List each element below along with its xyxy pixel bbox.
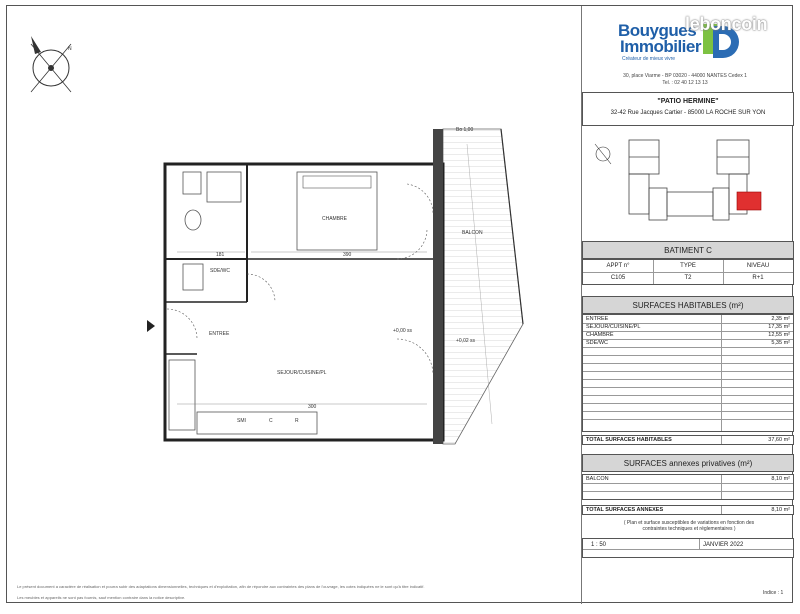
surface-row: ENTREE 2,35 m²	[583, 315, 793, 324]
location-plan	[583, 130, 793, 234]
scale-text: 1 : 50	[591, 542, 607, 548]
annexes-header	[582, 454, 794, 472]
label-sde: SDE/WC	[210, 268, 230, 274]
surface-row: CHAMBRE 12,55 m²	[583, 331, 793, 340]
label-chambre: CHAMBRE	[322, 216, 348, 222]
annex-row: BALCON 8,10 m²	[583, 475, 793, 484]
building-value-appt: C105	[610, 275, 626, 281]
label-entree: ENTREE	[209, 331, 230, 337]
dim-sejour: 300	[308, 404, 317, 410]
surfaces-title: SURFACES HABITABLES (m²)	[632, 301, 744, 310]
building-value-niveau: R+1	[752, 275, 764, 281]
building-header-type: TYPE	[680, 263, 696, 269]
compass-rose-icon	[15, 28, 85, 98]
annexes-total-value: 8,10 m²	[771, 507, 790, 513]
index-text: Indice : 1	[763, 590, 784, 596]
plan-sheet: N CHAMBRE BALCON SDE/WC ENTREE SEJOUR/CUISINE/PL 181 390 300 SMI C R +0,00 ss +0,02 ss Bo 1,00 Bouygues Immobilier Créateur de mieux vivre leboncoin 30, place Viarme - BP 03020 - 44000 NANTES Cedex 1 Tel. : 02 40 12 13 13 "PATIO HERMINE" 32-42 Rue Jacques Cartier - 85000 LA ROCHE SUR YON BATIMENT C APPT n° TYPE NIVEAU C105 T2 R+1 SURFACES HABITABLES (m²) ENTREE 2,35 m² SEJOUR/CUISINE/PL 17,35 m² CHAMBRE 12,55 m² SDE/WC 5,35 m² TOTAL SURFACES HABITABLES 37,60 m² SURFACES annexes privatives (m²) BALCON 8,10 m² TOTAL SURFACES ANNEXES 8,10 m² ( Plan et surface susceptibles de variations en fonction des contraintes techniques et réglementaires ) 1 : 50 JANVIER 2022 Indice : 1 Le présent document a caractère de réalisation et pourra subir des adaptations dimensionnelles, techniques et d'exploitation, afin de répondre aux contraintes des plans de l'ouvrage, les cotes indiquées ne le sont qu'à titre indicatif. Les meubles et appareils ne sont pas fournis, sauf mention contraire dans la notice descriptive.	[6, 5, 793, 603]
watermark-text: leboncoin	[685, 14, 768, 34]
annexes-title: SURFACES annexes privatives (m²)	[623, 459, 753, 468]
scale-date-box	[582, 538, 794, 558]
project-address: 32-42 Rue Jacques Cartier - 85000 LA ROCHE SUR YON	[610, 110, 766, 116]
floor-plan	[147, 124, 527, 454]
building-header-appt: APPT n°	[606, 263, 630, 269]
kitchen-r: R	[295, 418, 299, 424]
surfaces-total-value: 37,60 m²	[768, 437, 790, 443]
label-balcon: BALCON	[462, 230, 483, 236]
building-table	[582, 259, 794, 285]
surfaces-table	[582, 314, 794, 432]
project-box	[582, 92, 794, 126]
annexes-table	[582, 474, 794, 500]
level-2: +0,02 ss	[456, 338, 476, 344]
label-sejour: SEJOUR/CUISINE/PL	[277, 370, 327, 376]
kitchen-c: C	[269, 418, 273, 424]
building-value-type: T2	[684, 275, 692, 281]
level-1: +0,00 ss	[393, 328, 413, 334]
kitchen-smi: SMI	[237, 418, 246, 424]
annexes-total-label: TOTAL SURFACES ANNEXES	[586, 507, 664, 513]
building-title: BATIMENT C	[664, 246, 712, 255]
brand-tagline: Créateur de mieux vivre	[622, 56, 676, 62]
notice-text: ( Plan et surface susceptibles de variations en fonction des contraintes techniques et réglementaires )	[623, 520, 755, 532]
building-header	[582, 241, 794, 259]
surfaces-header	[582, 296, 794, 314]
brand-name-2: Immobilier	[620, 37, 701, 56]
surface-row: SEJOUR/CUISINE/PL 17,35 m²	[583, 323, 793, 332]
building-header-niveau: NIVEAU	[746, 263, 770, 269]
annexes-total-row	[582, 505, 794, 515]
company-address-1: 30, place Viarme - BP 03020 - 44000 NANTES Cedex 1	[623, 73, 747, 79]
company-address-2: Tel. : 02 40 12 13 13	[662, 80, 708, 86]
surfaces-total-row	[582, 435, 794, 445]
brand-name-1: Bouygues	[618, 21, 697, 40]
dim-chambre: 390	[343, 252, 352, 258]
project-name: "PATIO HERMINE"	[657, 98, 719, 105]
dim-sde: 181	[216, 252, 225, 258]
footer-disclaimer-1: Le présent document a caractère de réalisation et pourra subir des adaptations dimensionnelles, techniques et d'exploitation, afin de répondre aux contraintes des plans de l'ouvrage, les cotes indiquées ne le sont qu'à titre indicatif.	[17, 584, 425, 589]
surface-row: SDE/WC 5,35 m²	[583, 339, 793, 348]
surfaces-total-label: TOTAL SURFACES HABITABLES	[586, 437, 672, 443]
date-text: JANVIER 2022	[703, 542, 744, 548]
footer-disclaimer-2: Les meubles et appareils ne sont pas fournis, sauf mention contraire dans la notice descriptive.	[17, 595, 186, 600]
top-dimension: Bo 1,00	[456, 127, 474, 133]
